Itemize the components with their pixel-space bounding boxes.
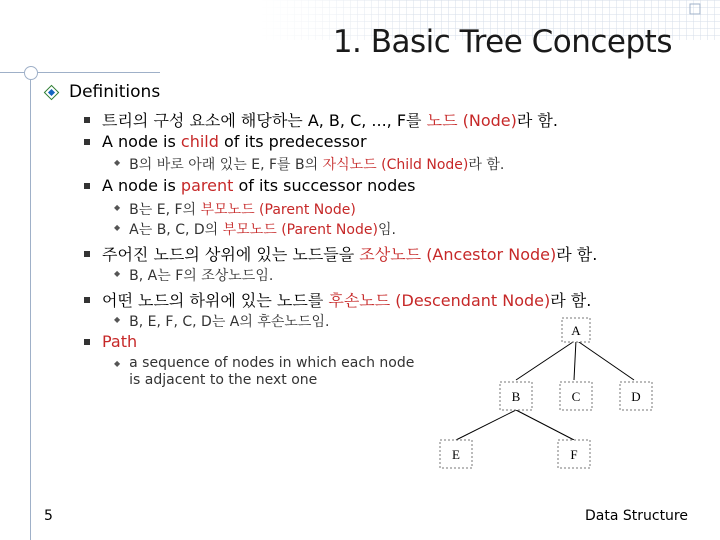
text-run: 주어진 노드의 상위에 있는 노드들을 <box>102 245 360 264</box>
sub-bullet-text: a sequence of nodes in which each node is adjacent to the next one <box>129 355 415 388</box>
bullet-text: Path <box>102 332 138 351</box>
square-bullet-icon <box>84 297 90 303</box>
edge-b-f <box>516 410 574 440</box>
highlight-run: 조상노드 (Ancestor Node) <box>359 245 557 264</box>
text-run: 어떤 노드의 하위에 있는 노드를 <box>102 291 329 310</box>
square-bullet-icon <box>84 251 90 257</box>
footer-course-title: Data Structure <box>584 508 688 524</box>
diamond-small-bullet-icon: ◆ <box>114 203 121 212</box>
text-run: A node is <box>102 132 181 151</box>
frame-line-vertical <box>30 66 31 540</box>
text-run: B의 바로 아래 있는 E, F를 B의 <box>129 157 323 173</box>
tree-node-label: D <box>631 389 641 404</box>
highlight-run: 노드 (Node) <box>426 111 517 130</box>
diamond-bullet-icon <box>44 84 60 100</box>
sub-bullet-child-example <box>114 154 504 174</box>
frame-corner-circle <box>24 66 38 80</box>
sub-bullet-descendant-example <box>114 311 329 331</box>
text-run: A node is <box>102 176 181 195</box>
text-run: 라 함. <box>468 157 505 173</box>
diamond-small-bullet-icon: ◆ <box>114 223 121 232</box>
text-run: 라 함. <box>516 111 558 130</box>
page-number: 5 <box>44 508 53 524</box>
square-bullet-icon <box>84 339 90 345</box>
edge-a-d <box>576 340 634 380</box>
sub-bullet-path-definition <box>114 355 419 389</box>
diamond-small-bullet-icon: ◆ <box>114 158 121 167</box>
tree-node-label: A <box>571 323 581 338</box>
bullet-text <box>102 288 591 311</box>
highlight-run: 부모노드 (Parent Node) <box>200 202 356 218</box>
diamond-small-bullet-icon: ◆ <box>114 315 121 324</box>
definitions-heading-text: Definitions <box>69 82 161 102</box>
sub-bullet-parent-example-2 <box>114 219 396 239</box>
tree-node-label: C <box>571 389 581 404</box>
tree-node-label: B <box>511 389 521 404</box>
text-run: 임. <box>377 222 396 238</box>
tree-node-label: E <box>452 447 460 462</box>
bullet-text <box>102 132 367 151</box>
highlight-run: child <box>180 132 219 151</box>
sub-bullet-text: B, E, F, C, D는 A의 후손노드임. <box>129 314 330 330</box>
sub-bullet-ancestor-example <box>114 265 273 285</box>
sub-bullet-text <box>129 219 396 239</box>
text-run: 라 함. <box>556 245 598 264</box>
slide-title: 1. Basic Tree Concepts <box>332 24 672 60</box>
square-bullet-icon <box>84 139 90 145</box>
square-bullet-icon <box>84 183 90 189</box>
bullet-descendant <box>84 288 591 311</box>
sub-bullet-text <box>129 199 356 219</box>
bullet-parent <box>84 176 415 195</box>
text-run: 라 함. <box>550 291 592 310</box>
text-run: 트리의 구성 요소에 해당하는 A, B, C, ..., F를 <box>102 111 427 130</box>
bullet-text <box>102 108 558 131</box>
edge-a-c <box>574 340 576 380</box>
text-run: B는 E, F의 <box>129 202 201 218</box>
edge-a-b <box>516 340 576 380</box>
highlight-run: 후손노드 (Descendant Node) <box>328 291 551 310</box>
diamond-small-bullet-icon: ◆ <box>114 359 121 368</box>
tree-node-label: F <box>570 447 578 462</box>
sub-bullet-text <box>129 154 504 174</box>
text-run: A는 B, C, D의 <box>129 222 223 238</box>
sub-bullet-text: B, A는 F의 조상노드임. <box>129 268 274 284</box>
bullet-node-definition <box>84 108 558 131</box>
text-run: of its successor nodes <box>233 176 416 195</box>
bullet-path <box>84 332 137 351</box>
highlight-run: parent <box>180 176 234 195</box>
definitions-heading <box>46 82 160 102</box>
highlight-run: 부모노드 (Parent Node) <box>222 222 378 238</box>
bullet-text <box>102 176 415 195</box>
bullet-child <box>84 132 367 151</box>
sub-bullet-parent-example-1 <box>114 199 356 219</box>
bullet-text <box>102 242 597 265</box>
bullet-ancestor <box>84 242 597 265</box>
edge-b-e <box>456 410 516 440</box>
highlight-run: 자식노드 (Child Node) <box>322 157 469 173</box>
diamond-small-bullet-icon: ◆ <box>114 269 121 278</box>
text-run: of its predecessor <box>218 132 367 151</box>
tree-diagram <box>434 312 674 482</box>
square-bullet-icon <box>84 117 90 123</box>
